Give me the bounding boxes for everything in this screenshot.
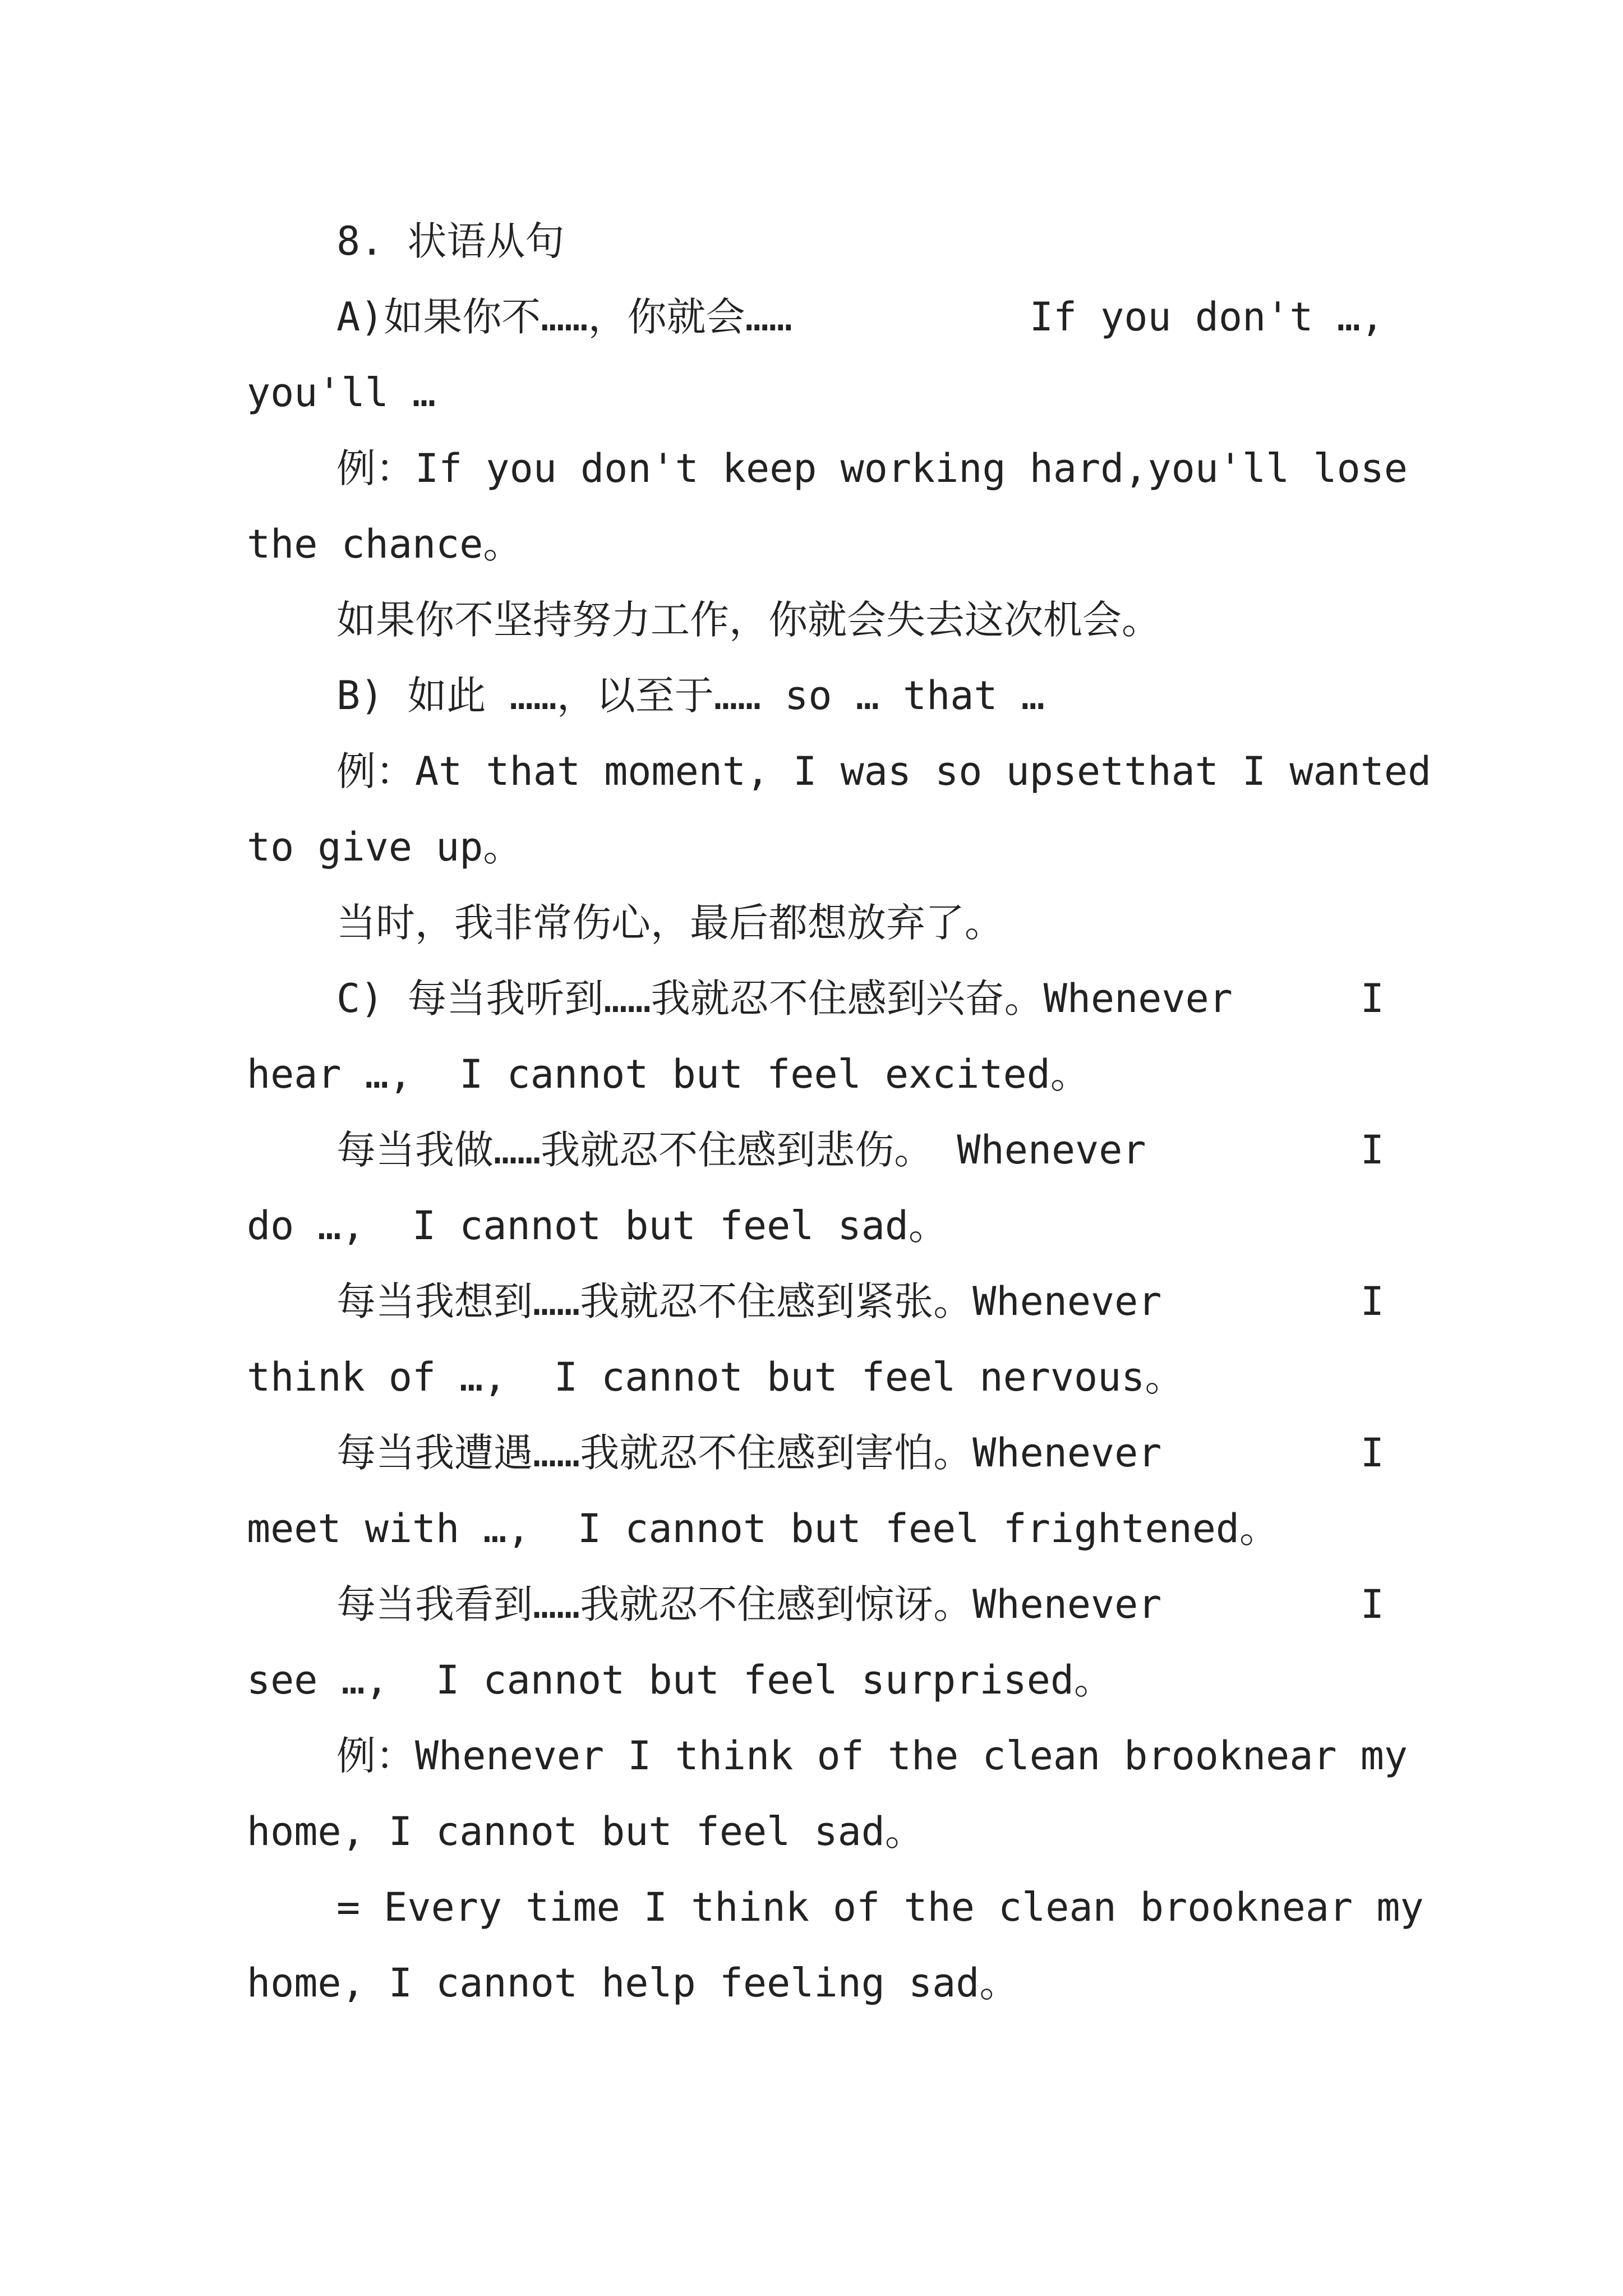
example-b-line2: to give up。 [247,824,523,870]
pattern-a-english: If you don't …, [1029,294,1384,340]
example-a-translation: 如果你不坚持努力工作，你就会失去这次机会。 [336,597,1161,643]
pattern-c4-line2: meet with …, I cannot but feel frightened。 [247,1506,1279,1552]
example-b-translation: 当时，我非常伤心，最后都想放弃了。 [336,900,1004,946]
pattern-c1-line1 [336,976,1384,1022]
pattern-a-chinese: A)如果你不……，你就会…… [336,294,792,340]
section-heading: 8. 状语从句 [336,218,565,264]
example-b-right: that I wanted [1124,748,1432,794]
pattern-c4-left: 每当我遭遇……我就忍不住感到害怕。Whenever [336,1430,1162,1476]
example-c-line2: home, I cannot but feel sad。 [247,1809,924,1855]
pattern-c1-right: I [1360,976,1384,1022]
pattern-c4-right: I [1360,1430,1384,1476]
pattern-c3-line2: think of …, I cannot but feel nervous。 [247,1354,1184,1400]
pattern-c5-line2: see …, I cannot but feel surprised。 [247,1657,1114,1703]
example-a-left: 例：If you don't keep working hard, [336,445,1148,491]
equivalent-c-line1 [336,1884,1424,1930]
pattern-c3-left: 每当我想到……我就忍不住感到紧张。Whenever [336,1278,1162,1324]
pattern-c2-line2: do …, I cannot but feel sad。 [247,1203,948,1249]
pattern-c1-line2: hear …, I cannot but feel excited。 [247,1051,1090,1097]
pattern-c2-left: 每当我做……我就忍不住感到悲伤。 Whenever [336,1127,1146,1173]
example-c-line1 [336,1733,1408,1779]
pattern-c3-right: I [1360,1278,1384,1324]
example-b-left: 例：At that moment, I was so upset [336,748,1124,794]
pattern-a-line1 [336,294,1384,340]
example-c-left: 例：Whenever I think of the clean brook [336,1733,1243,1779]
pattern-c5-right: I [1360,1581,1384,1627]
pattern-c4-line1 [336,1430,1384,1476]
equivalent-c-left: = Every time I think of the clean brook [336,1884,1258,1930]
pattern-c1-left: C) 每当我听到……我就忍不住感到兴奋。Whenever [336,976,1233,1022]
equivalent-c-right: near my [1258,1884,1424,1930]
example-a-line1 [336,445,1408,491]
example-b-line1 [336,748,1432,794]
equivalent-c-line2: home, I cannot help feeling sad。 [247,1960,1019,2006]
example-a-line2: the chance。 [247,521,523,567]
pattern-c5-left: 每当我看到……我就忍不住感到惊讶。Whenever [336,1581,1162,1627]
example-c-right: near my [1242,1733,1408,1779]
pattern-c5-line1 [336,1581,1384,1627]
pattern-c3-line1 [336,1278,1384,1324]
pattern-c2-line1 [336,1127,1384,1173]
pattern-b-line: B) 如此 ……，以至于…… so … that … [336,673,1045,719]
pattern-a-line2: you'll … [247,370,436,416]
pattern-c2-right: I [1360,1127,1384,1173]
example-a-right: you'll lose [1147,445,1408,491]
